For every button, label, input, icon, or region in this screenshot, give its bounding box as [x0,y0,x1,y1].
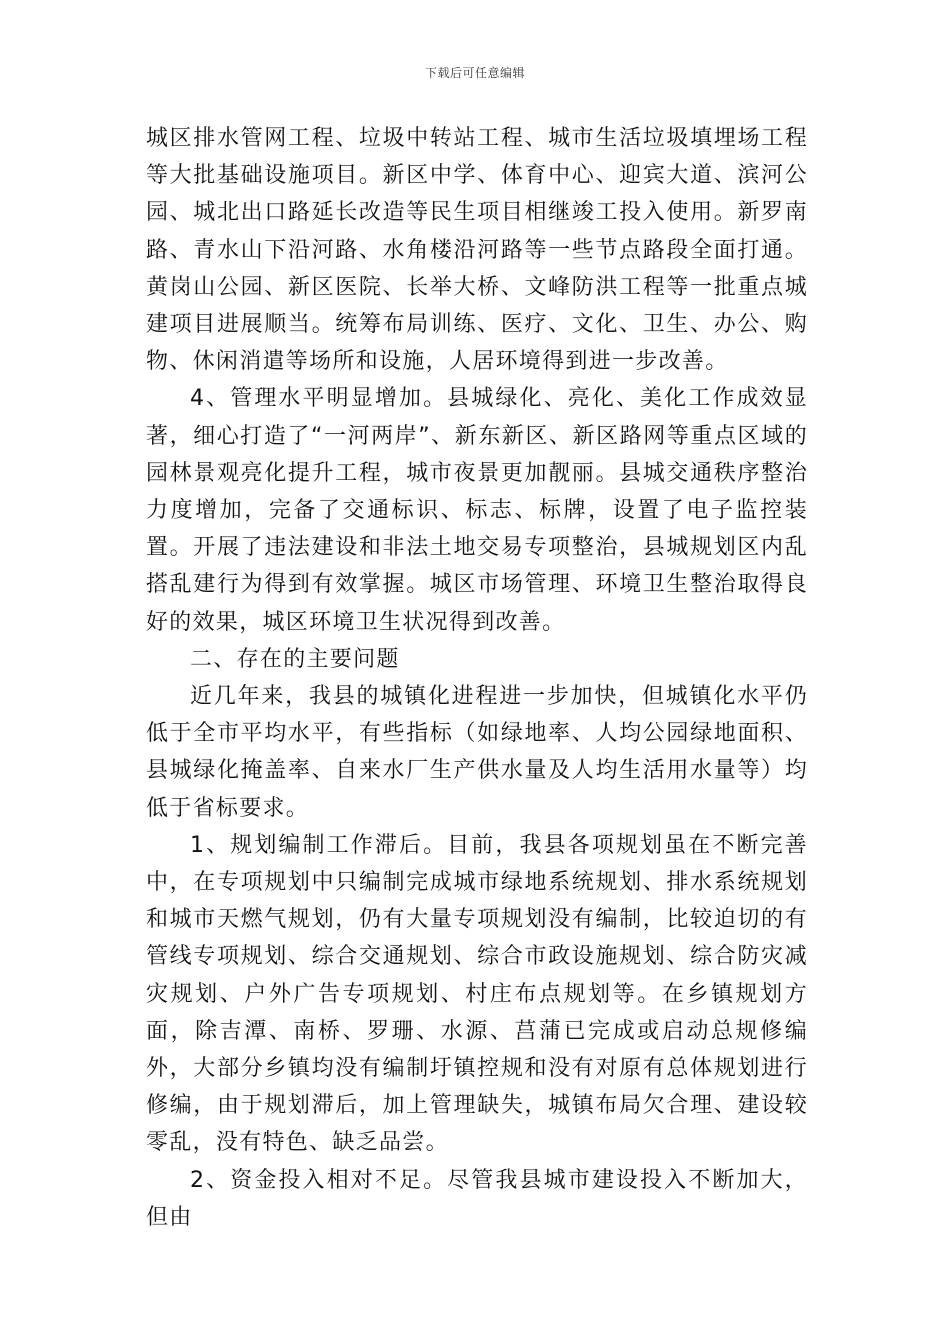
paragraph-planning-lag: 1、规划编制工作滞后。目前，我县各项规划虽在不断完善中，在专项规划中只编制完成城市绿地系统规划、排水系统规划和城市天燃气规划，仍有大量专项规划没有编制，比较迫切的有管线专项规划、综合交通规划、综合市政设施规划、综合防灾减灾规划、户外广告专项规划、村庄布点规划等。在乡镇规划方面，除吉潭、南桥、罗珊、水源、莒蒲已完成或启动总规修编外，大部分乡镇均没有编制圩镇控规和没有对原有总体规划进行修编，由于规划滞后，加上管理缺失，城镇布局欠合理、建设较零乱，没有特色、缺乏品尝。 [146,832,808,1156]
paragraph-infrastructure: 城区排水管网工程、垃圾中转站工程、城市生活垃圾填埋场工程等大批基础设施项目。新区中学、体育中心、迎宾大道、滨河公园、城北出口路延长改造等民生项目相继竣工投入使用。新罗南路、青水山下沿河路、水角楼沿河路等一些节点路段全面打通。黄岗山公园、新区医院、长举大桥、文峰防洪工程等一批重点城建项目进展顺当。统筹布局训练、医疗、文化、卫生、办公、购物、休闲消遣等场所和设施，人居环境得到进一步改善。 [146,126,808,375]
paragraph-management-level: 4、管理水平明显增加。县城绿化、亮化、美化工作成效显著，细心打造了“一河两岸”、新东新区、新区路网等重点区域的园林景观亮化提升工程，城市夜景更加靓丽。县城交通秩序整治力度增加，完备了交通标识、标志、标牌，设置了电子监控装置。开展了违法建设和非法土地交易专项整治，县城规划区内乱搭乱建行为得到有效掌握。城区市场管理、环境卫生整治取得良好的效果，城区环境卫生状况得到改善。 [146,386,808,635]
paragraph-funding: 2、资金投入相对不足。尽管我县城市建设投入不断加大，但由 [146,1167,808,1230]
paragraph-urbanization: 近几年来，我县的城镇化进程进一步加快，但城镇化水平仍低于全市平均水平，有些指标（如绿地率、人均公园绿地面积、县城绿化掩盖率、自来水厂生产供水量及人均生活用水量等）均低于省标要求。 [146,684,808,821]
document-body [146,120,808,1236]
section-heading-problems: 二、存在的主要问题 [190,646,400,672]
page-header: 下载后可任意编辑 [424,66,525,80]
